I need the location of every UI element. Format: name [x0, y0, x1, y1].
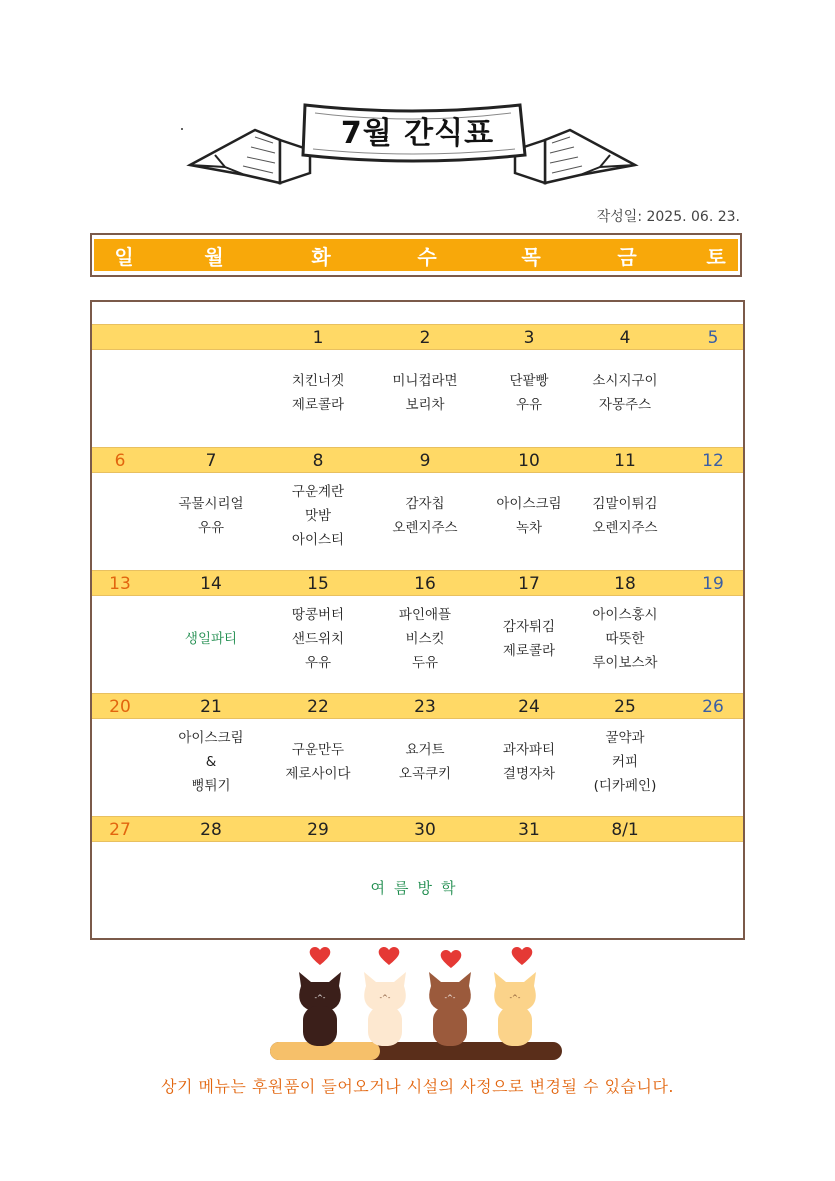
snack-menu-cell	[156, 492, 266, 540]
snack-menu-cell	[474, 369, 584, 417]
snack-menu-item: 자몽주스	[598, 397, 652, 413]
snack-menu-cell	[570, 603, 680, 675]
date-row	[92, 693, 743, 719]
heart-icon	[310, 947, 533, 968]
date-number: 21	[200, 697, 222, 717]
date-number: 26	[702, 697, 724, 717]
date-number: 25	[614, 697, 636, 717]
date-number: 4	[619, 328, 631, 348]
date-row	[92, 324, 743, 350]
snack-menu-item: 우유	[304, 655, 332, 671]
snack-menu-item: 두유	[411, 655, 439, 671]
snack-menu-item: 파인애플	[398, 607, 452, 623]
snack-menu-item: 요거트	[405, 742, 445, 758]
date-number: 5	[707, 328, 719, 348]
snack-menu-item: 아이스크림	[178, 730, 244, 746]
date-number: 13	[109, 574, 131, 594]
snack-menu-item: 오렌지주스	[392, 520, 458, 536]
snack-menu-item: 우유	[197, 520, 225, 536]
date-number: 18	[614, 574, 636, 594]
date-row	[92, 816, 743, 842]
snack-menu-item: 샌드위치	[291, 631, 345, 647]
snack-menu-item: 김말이튀김	[592, 496, 658, 512]
weekday-header	[90, 233, 742, 277]
snack-menu-cell	[156, 726, 266, 798]
cat-icon	[299, 972, 341, 1046]
snack-menu-cell	[370, 492, 480, 540]
date-number: 31	[518, 820, 540, 840]
date-number: 16	[414, 574, 436, 594]
date-number: 12	[702, 451, 724, 471]
snack-menu-item: 녹차	[515, 520, 543, 536]
snack-menu-item: 제로콜라	[291, 397, 345, 413]
snack-menu-cell	[263, 738, 373, 786]
snack-menu-cell	[474, 615, 584, 663]
date-number: 7	[205, 451, 217, 471]
snack-menu-item: 따뜻한	[605, 631, 645, 647]
date-number: 24	[518, 697, 540, 717]
date-number	[90, 325, 150, 351]
snack-menu-cell	[474, 738, 584, 786]
date-number: 2	[419, 328, 431, 348]
date-number: 28	[200, 820, 222, 840]
weekday-thu: 목	[521, 244, 541, 269]
weekday-wed: 수	[417, 244, 437, 269]
weekday-sun: 일	[114, 244, 134, 269]
date-number: 23	[414, 697, 436, 717]
date-number: 11	[614, 451, 636, 471]
notice-text: 상기 메뉴는 후원품이 들어오거나 시설의 사정으로 변경될 수 있습니다.	[161, 1077, 674, 1096]
snack-menu-cell	[156, 627, 266, 651]
stray-dot	[181, 128, 183, 130]
snack-menu-item: 구운계란	[291, 484, 345, 500]
date-number	[683, 817, 743, 843]
date-number: 20	[109, 697, 131, 717]
snack-menu-item: 오곡쿠키	[398, 766, 452, 782]
snack-menu-cell	[570, 369, 680, 417]
snack-menu-item: 우유	[515, 397, 543, 413]
snack-menu-cell	[370, 369, 480, 417]
date-number: 29	[307, 820, 329, 840]
snack-menu-item: 커피	[611, 754, 639, 770]
snack-menu-item: 구운만두	[291, 742, 345, 758]
date-number: 10	[518, 451, 540, 471]
snack-menu-item: 맛밤	[304, 508, 332, 524]
snack-menu-item: 곡물시리얼	[178, 496, 244, 512]
date-number: 30	[414, 820, 436, 840]
snack-menu-cell	[263, 480, 373, 552]
date-row	[92, 570, 743, 596]
snack-menu-item: 아이스크림	[496, 496, 562, 512]
date-number: 8/1	[611, 820, 639, 840]
svg-text:-^-: -^-	[509, 994, 521, 1002]
snack-menu-item: 제로콜라	[502, 643, 556, 659]
snack-menu-item: &	[205, 754, 217, 770]
snack-menu-cell	[263, 369, 373, 417]
date-number: 27	[109, 820, 131, 840]
snack-menu-item: 감자튀김	[502, 619, 556, 635]
snack-menu-item: 아이스홍시	[592, 607, 658, 623]
svg-text:-^-: -^-	[379, 994, 391, 1002]
svg-text:-^-: -^-	[314, 994, 326, 1002]
snack-menu-cell	[263, 603, 373, 675]
weekday-tue: 화	[311, 244, 331, 269]
date-number: 8	[312, 451, 324, 471]
page-title: 7월 간식표	[340, 116, 495, 151]
date-row	[92, 447, 743, 473]
cat-icon	[429, 972, 471, 1046]
date-number: 17	[518, 574, 540, 594]
snack-menu-item: 결명자차	[502, 766, 556, 782]
snack-menu-item: 땅콩버터	[291, 607, 345, 623]
date-number: 15	[307, 574, 329, 594]
created-date: 작성일: 2025. 06. 23.	[596, 209, 740, 225]
calendar-grid	[90, 300, 745, 940]
weekday-mon: 월	[204, 244, 224, 269]
snack-menu-item: 루이보스차	[592, 655, 658, 671]
date-number: 14	[200, 574, 222, 594]
cats-illustration	[265, 944, 565, 1066]
snack-menu-item: 아이스티	[291, 532, 345, 548]
snack-menu-cell	[474, 492, 584, 540]
svg-text:-^-: -^-	[444, 994, 456, 1002]
snack-menu-item: 뻥튀기	[191, 778, 231, 794]
snack-menu-item: 생일파티	[184, 631, 238, 647]
snack-menu-item: 보리차	[405, 397, 445, 413]
snack-menu-item: 꿀약과	[605, 730, 645, 746]
snack-menu-cell	[370, 738, 480, 786]
snack-menu-item: 비스킷	[405, 631, 445, 647]
date-number	[181, 325, 241, 351]
summer-vacation-label: 여름방학	[370, 879, 465, 897]
snack-menu-cell	[570, 726, 680, 798]
date-number: 9	[419, 451, 431, 471]
snack-menu-item: 치킨너겟	[291, 373, 345, 389]
snack-menu-cell	[370, 603, 480, 675]
snack-menu-item: 오렌지주스	[592, 520, 658, 536]
snack-menu-cell	[570, 492, 680, 540]
date-number: 1	[312, 328, 324, 348]
date-number: 3	[523, 328, 535, 348]
date-number: 19	[702, 574, 724, 594]
snack-menu-item: 감자칩	[405, 496, 445, 512]
weekday-fri: 금	[617, 244, 637, 269]
snack-menu-item: 과자파티	[502, 742, 556, 758]
snack-menu-item: 소시지구이	[592, 373, 658, 389]
date-number: 22	[307, 697, 329, 717]
cat-icon	[364, 972, 406, 1046]
snack-menu-item: 단팥빵	[509, 373, 549, 389]
snack-menu-item: 미니컵라면	[392, 373, 458, 389]
weekday-header-bar	[94, 239, 738, 271]
snack-menu-item: (디카페인)	[593, 778, 657, 794]
cat-icon	[494, 972, 536, 1046]
snack-menu-item: 제로사이다	[285, 766, 351, 782]
date-number: 6	[114, 451, 126, 471]
weekday-sat: 토	[706, 244, 726, 269]
